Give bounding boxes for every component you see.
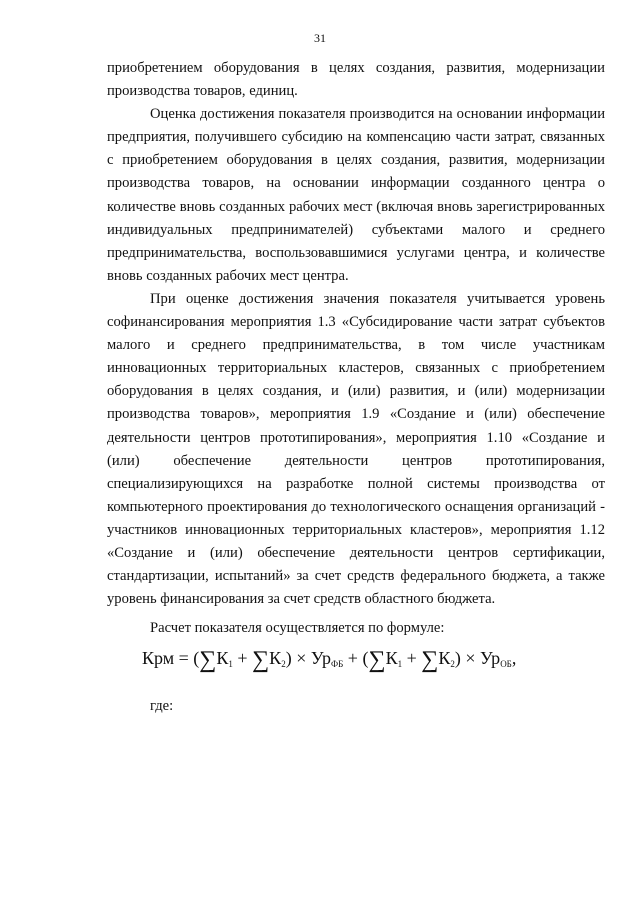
sum-symbol: ∑ [421, 647, 439, 674]
formula-k: К [269, 648, 282, 669]
formula-times: × [460, 648, 481, 669]
paragraph-continuation: приобретением оборудования в целях создания, развития, модернизации производства товаров, единиц. [107, 60, 605, 100]
formula-close: ) [285, 648, 292, 669]
formula-close: ) [454, 648, 461, 669]
formula-sub: 1 [397, 659, 403, 670]
formula-k: К [385, 648, 398, 669]
formula-ur: Ур [480, 648, 501, 669]
sum-symbol: ∑ [252, 647, 270, 674]
formula-equals: = ( [174, 648, 200, 669]
paragraph-cofinancing: При оценке достижения значения показателя учитывается уровень софинансирования мероприятия 1.3 «Субсидирование части затрат субъектов малого и среднего предпринимательства, в том числе участникам инновационных территориальных кластеров, связанных с приобретением оборудования в целях создания, и (или) развития, и (или) модернизации производства товаров», мероприятия 1.9 «Создание и (или) обеспечение деятельности центров прототипирования», мероприятия 1.10 «Создание и (или) обеспечение деятельности центров прототипирования, специализирующихся на разработке полной системы производства от компьютерного проектирования до технологического оснащения организаций - участников инновационных территориальных кластеров», мероприятия 1.12 «Создание и (или) обеспечение деятельности центров сертификации, стандартизации, испытаний» за счет средств федерального бюджета, а также уровень финансирования за счет средств областного бюджета. [107, 290, 605, 608]
formula-k: К [438, 648, 451, 669]
paragraph-assessment: Оценка достижения показателя производится на основании информации предприятия, получившего субсидию на компенсацию части затрат, связанных с приобретением оборудования в целях создания, развития, модернизации производства товаров, на основании информации созданного центра о количестве вновь созданных рабочих мест (включая вновь зарегистрированных индивидуальных предпринимателей) субъектами малого и среднего предпринимательства, воспользовавшимися услугами центра, и количестве вновь созданных рабочих мест центра. [107, 106, 605, 284]
formula-sub: ФБ [331, 659, 344, 670]
formula-k: К [216, 648, 229, 669]
formula-plus: + [402, 648, 422, 669]
formula-plus: + [232, 648, 253, 669]
formula-intro: Расчет показателя осуществляется по формуле: [150, 620, 445, 637]
formula-sub: 2 [281, 659, 286, 670]
formula-plus-open: + ( [343, 648, 369, 669]
sum-symbol: ∑ [368, 647, 386, 674]
where-label: где: [150, 698, 174, 715]
formula-times: × [291, 648, 311, 669]
formula-sub: ОБ [500, 659, 512, 670]
formula-ur: Ур [310, 648, 332, 669]
formula-sub: 1 [228, 659, 233, 670]
formula-comma: , [511, 648, 517, 669]
formula-lhs: Крм [142, 648, 175, 669]
document-body [107, 57, 605, 718]
formula [142, 644, 605, 678]
page-number: 31 [314, 31, 326, 45]
formula-sub: 2 [450, 659, 455, 670]
sum-symbol: ∑ [199, 647, 217, 674]
